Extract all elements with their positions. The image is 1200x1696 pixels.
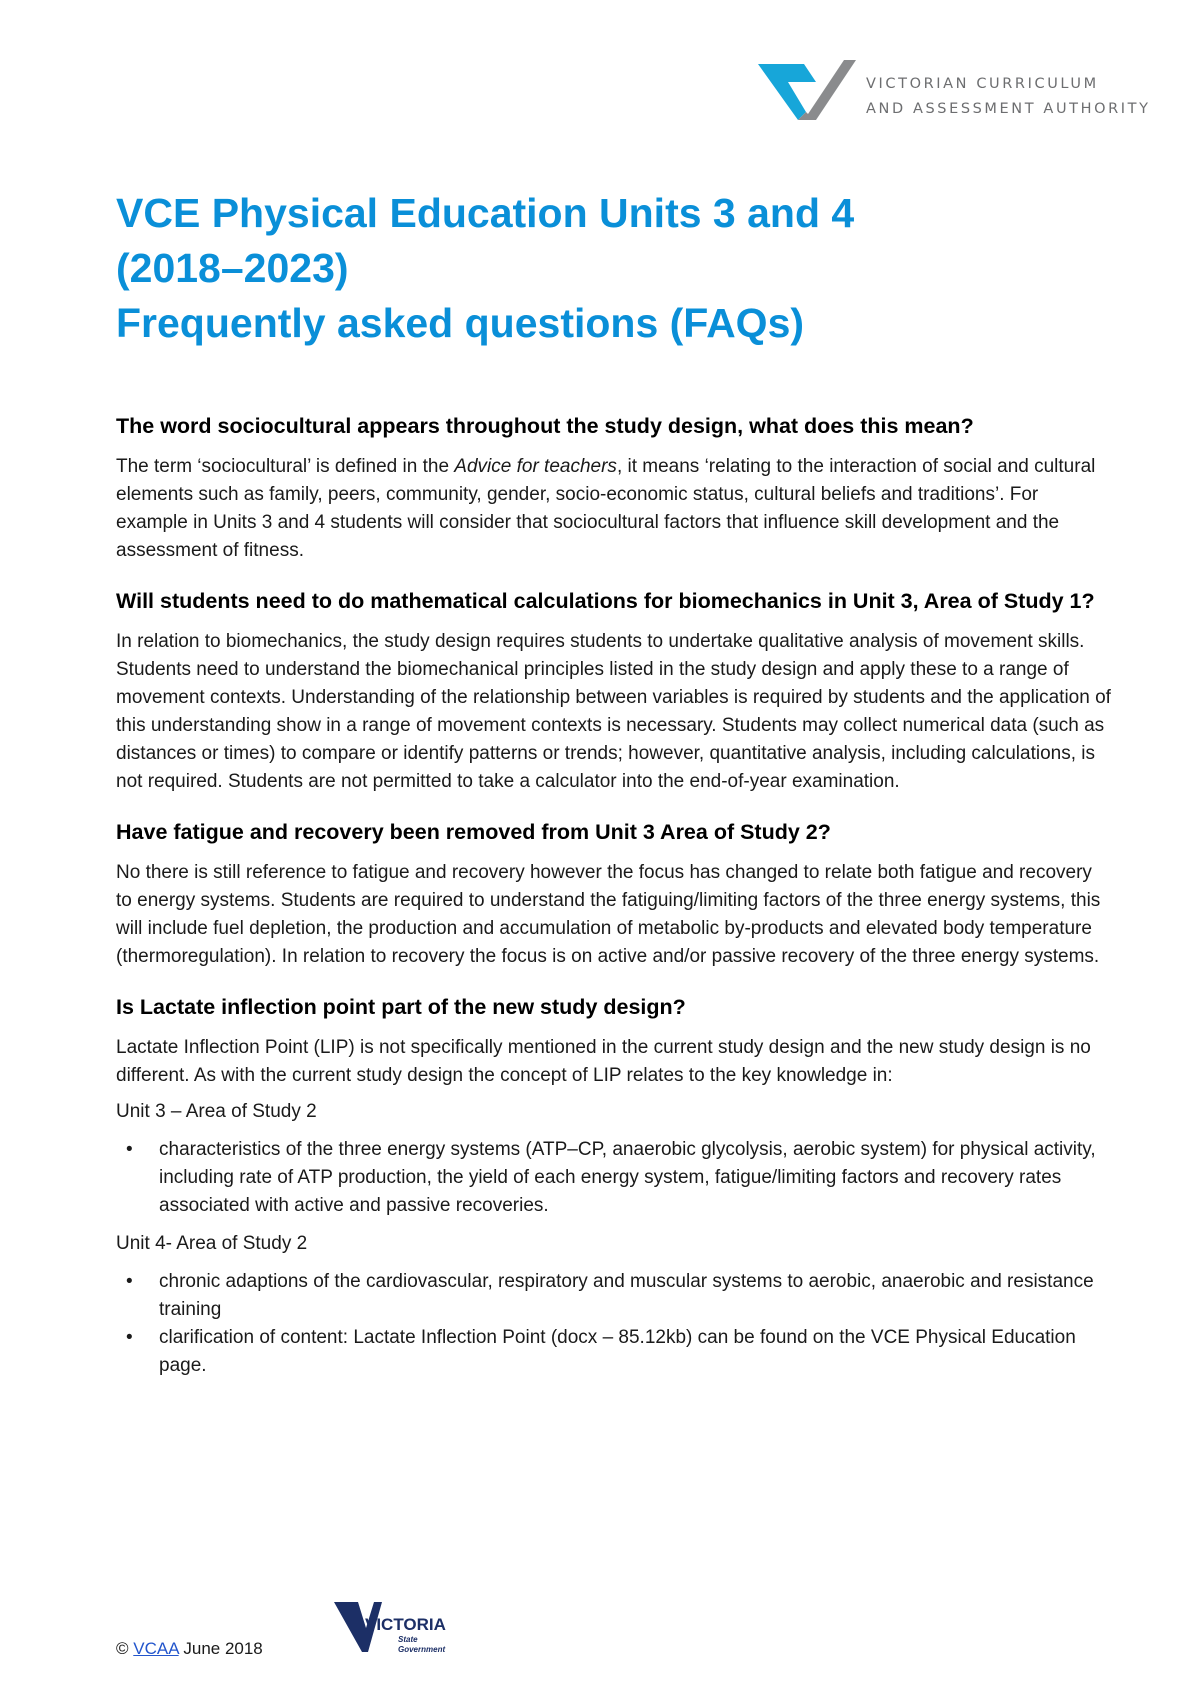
faq-item-biomechanics bbox=[116, 587, 1112, 796]
vcaa-chevron-icon bbox=[758, 60, 862, 124]
faq-question: Have fatigue and recovery been removed from Unit 3 Area of Study 2? bbox=[116, 820, 831, 844]
faq-answer bbox=[116, 453, 1112, 565]
list-item: • chronic adaptions of the cardiovascular, respiratory and muscular systems to aerobic, anaerobic and resistance training bbox=[116, 1268, 1112, 1324]
vcaa-logo bbox=[758, 60, 1151, 124]
list-item: • clarification of content: Lactate Inflection Point (docx – 85.12kb) can be found on the VCE Physical Education page. bbox=[116, 1324, 1112, 1380]
logo-line-1: VICTORIAN CURRICULUM bbox=[866, 76, 1099, 92]
page-title bbox=[116, 186, 1116, 351]
title-line-2: (2018–2023) bbox=[116, 245, 349, 291]
answer-text: The term ‘sociocultural’ is defined in the bbox=[116, 456, 455, 477]
vic-logo-sub-2: Government bbox=[398, 1645, 446, 1654]
vcaa-link[interactable]: VCAA bbox=[133, 1639, 179, 1658]
vic-logo-sub-1: State bbox=[398, 1635, 418, 1644]
advice-for-teachers-italic: Advice for teachers bbox=[454, 456, 617, 477]
faq-question: Will students need to do mathematical calculations for biomechanics in Unit 3, Area of Study 1? bbox=[116, 589, 1095, 613]
copyright-symbol: © bbox=[116, 1639, 129, 1658]
faq-answer: Lactate Inflection Point (LIP) is not specifically mentioned in the current study design and the new study design is no different. As with the current study design the concept of LIP relates to the key knowledge in: bbox=[116, 1037, 1091, 1086]
vic-logo-word: VICTORIA bbox=[365, 1615, 446, 1634]
faq-question: Is Lactate inflection point part of the new study design? bbox=[116, 995, 686, 1019]
victoria-government-logo bbox=[332, 1600, 450, 1666]
title-line-1: VCE Physical Education Units 3 and 4 bbox=[116, 190, 855, 236]
footer-date: June 2018 bbox=[183, 1639, 263, 1658]
faq-item-lactate bbox=[116, 993, 1112, 1380]
footer-copyright bbox=[116, 1638, 263, 1660]
logo-line-2: AND ASSESSMENT AUTHORITY bbox=[866, 101, 1151, 117]
unit3-heading: Unit 3 – Area of Study 2 bbox=[116, 1101, 317, 1122]
unit3-bullet-list bbox=[116, 1136, 1112, 1220]
faq-item-sociocultural bbox=[116, 412, 1112, 565]
title-line-3: Frequently asked questions (FAQs) bbox=[116, 300, 805, 346]
unit4-bullet-list bbox=[116, 1268, 1112, 1380]
faq-question: The word sociocultural appears throughout the study design, what does this mean? bbox=[116, 414, 974, 438]
faq-item-fatigue bbox=[116, 818, 1112, 971]
faq-answer: In relation to biomechanics, the study design requires students to undertake qualitative analysis of movement skills. Students need to understand the biomechanical principles listed in the study design and apply these to a range of movement contexts. Understanding of the relationship between variables is required by students and the application of this understanding show in a range of movement contexts is necessary. Students may collect numerical data (such as distances or times) to compare or identify patterns or trends; however, quantitative analysis, including calculations, is not required. Students are not permitted to take a calculator into the end-of-year examination. bbox=[116, 631, 1111, 792]
unit4-heading: Unit 4- Area of Study 2 bbox=[116, 1233, 308, 1254]
list-item: • characteristics of the three energy systems (ATP–CP, anaerobic glycolysis, aerobic system) for physical activity, including rate of ATP production, the yield of each energy system, fatigue/limiting factors and recovery rates associated with active and passive recoveries. bbox=[116, 1136, 1112, 1220]
vcaa-logo-text bbox=[866, 72, 1151, 122]
faq-answer: No there is still reference to fatigue and recovery however the focus has changed to relate both fatigue and recovery to energy systems. Students are required to understand the fatiguing/limiting factors of the three energy systems, this will include fuel depletion, the production and accumulation of metabolic by-products and elevated body temperature (thermoregulation). In relation to recovery the focus is on active and/or passive recovery of the three energy systems. bbox=[116, 862, 1101, 967]
answer-text: , it means ‘relating to the interaction of social and cultural elements such as family, peers, community, gender, socio-economic status, cultural beliefs and traditions’. For example in Units 3 and 4 students will consider that sociocultural factors that influence skill development and the assessment of fitness. bbox=[116, 456, 1096, 561]
faq-content bbox=[116, 412, 1112, 1402]
